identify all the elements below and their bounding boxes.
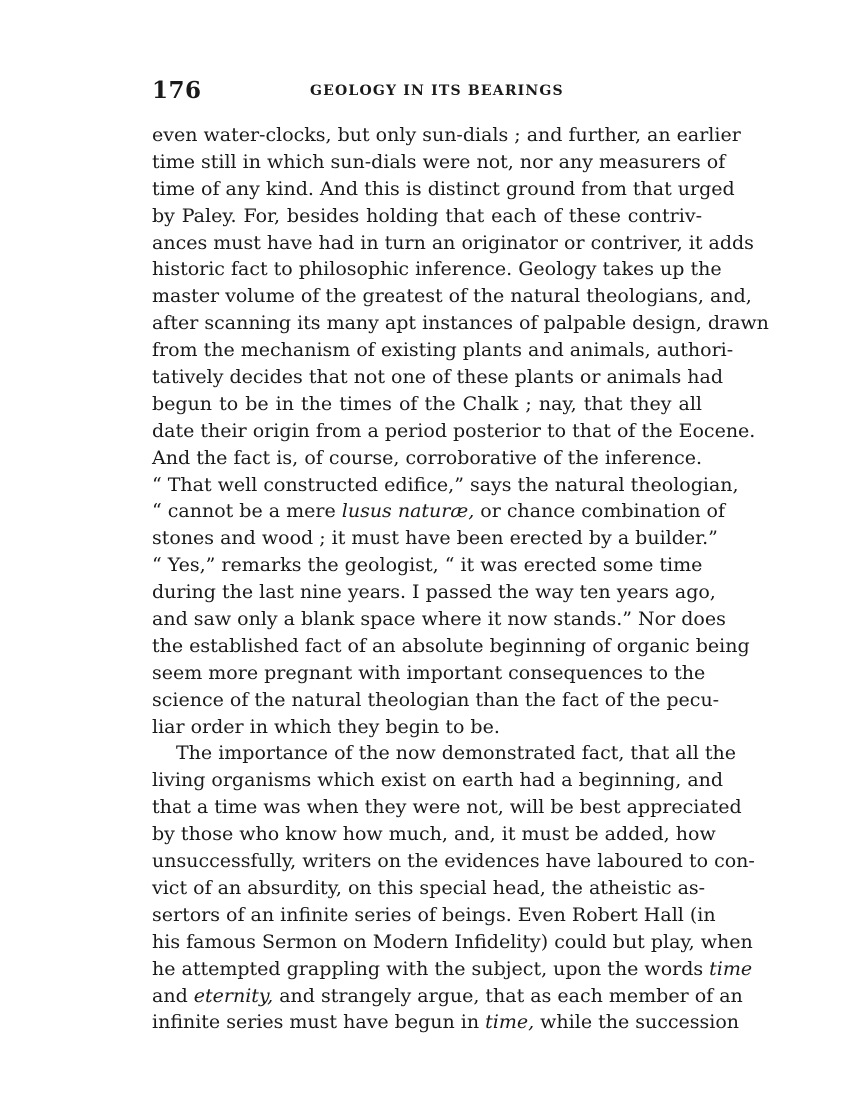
- text-line: ances must have had in turn an originator or contriver, it adds: [152, 231, 754, 254]
- body-text: [152, 122, 769, 1036]
- italic-run: time,: [485, 1011, 535, 1034]
- text-run: and strangely argue, that as each member of an: [273, 984, 743, 1007]
- text-line: time of any kind. And this is distinct ground from that urged: [152, 177, 735, 200]
- running-head: [152, 78, 702, 104]
- paragraph-2: [152, 740, 755, 1036]
- text-run: he attempted grappling with the subject, upon the words: [152, 957, 710, 980]
- text-line: by those who know how much, and, it must be added, how: [152, 823, 716, 846]
- text-line: And the fact is, of course, corroborative of the inference.: [152, 446, 702, 469]
- text-line: after scanning its many apt instances of palpable design, drawn: [152, 312, 769, 335]
- text-line: “ Yes,” remarks the geologist, “ it was erected some time: [152, 554, 703, 577]
- text-run: infinite series must have begun in: [152, 1011, 486, 1034]
- text-line: time still in which sun-dials were not, nor any measurers of: [152, 150, 726, 173]
- text-line: liar order in which they begin to be.: [152, 715, 500, 738]
- text-line: during the last nine years. I passed the way ten years ago,: [152, 581, 716, 604]
- text-line: master volume of the greatest of the natural theologians, and,: [152, 285, 752, 308]
- text-line: The importance of the now demonstrated fact, that all the: [176, 742, 736, 765]
- text-line: seem more pregnant with important consequences to the: [152, 661, 706, 684]
- text-run: while the succession: [534, 1011, 740, 1034]
- text-line: [152, 983, 743, 1010]
- text-line: from the mechanism of existing plants and animals, authori-: [152, 339, 734, 362]
- text-line: vict of an absurdity, on this special head, the atheistic as-: [152, 876, 706, 899]
- text-run: “ cannot be a mere: [152, 500, 342, 523]
- text-line: by Paley. For, besides holding that each of these contriv-: [152, 204, 702, 227]
- paragraph-1: [152, 122, 769, 740]
- text-line: unsuccessfully, writers on the evidences have laboured to con-: [152, 850, 755, 873]
- italic-run: lusus naturæ,: [341, 500, 475, 523]
- text-line: historic fact to philosophic inference. Geology takes up the: [152, 258, 722, 281]
- text-line: and saw only a blank space where it now stands.” Nor does: [152, 608, 726, 631]
- text-line: [152, 498, 726, 525]
- text-line: science of the natural theologian than the fact of the pecu-: [152, 688, 720, 711]
- text-line: the established fact of an absolute beginning of organic being: [152, 634, 750, 657]
- text-line: stones and wood ; it must have been erected by a builder.”: [152, 527, 718, 550]
- text-line: date their origin from a period posterior to that of the Eocene.: [152, 419, 756, 442]
- text-line: [152, 956, 753, 983]
- text-line: even water-clocks, but only sun-dials ; and further, an earlier: [152, 124, 741, 146]
- italic-run: eternity,: [193, 984, 274, 1007]
- text-line: his famous Sermon on Modern Infidelity) could but play, when: [152, 930, 753, 953]
- text-line: “ That well constructed edifice,” says the natural theologian,: [152, 473, 739, 496]
- text-run: or chance combination of: [474, 500, 726, 523]
- text-line: begun to be in the times of the Chalk ; nay, that they all: [152, 392, 702, 415]
- text-line: [152, 1009, 740, 1036]
- running-title: GEOLOGY IN ITS BEARINGS: [310, 83, 564, 99]
- text-line: tatively decides that not one of these plants or animals had: [152, 366, 724, 389]
- text-line: living organisms which exist on earth had a beginning, and: [152, 769, 724, 792]
- text-line: sertors of an infinite series of beings. Even Robert Hall (in: [152, 903, 716, 926]
- text-line: that a time was when they were not, will be best appreciated: [152, 796, 742, 819]
- page-number: 176: [152, 77, 202, 104]
- italic-run: time: [709, 957, 753, 980]
- text-run: and: [152, 984, 194, 1007]
